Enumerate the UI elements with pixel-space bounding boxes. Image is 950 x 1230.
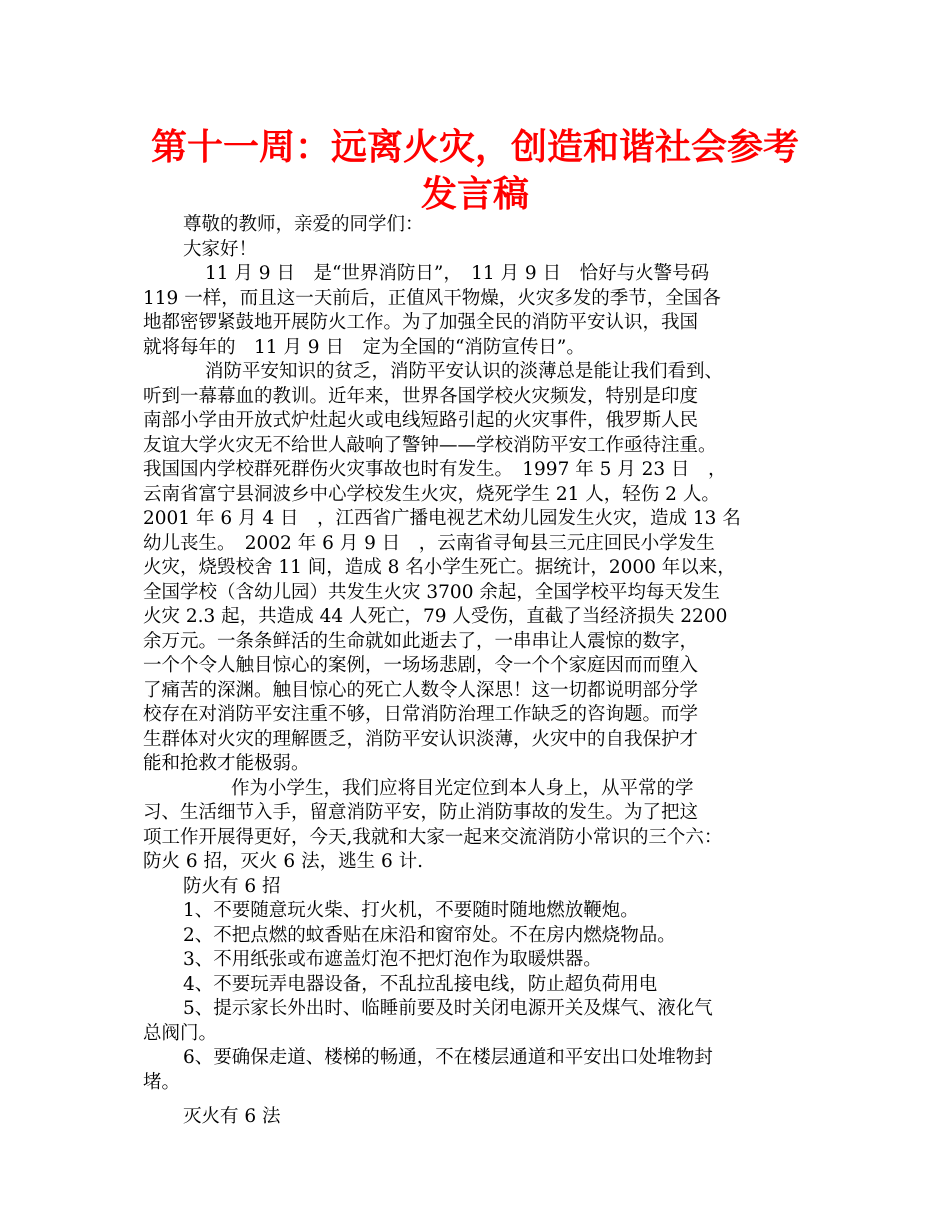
paragraph-line: 幼儿丧生。 2002 年 6 月 9 日 ，云南省寻甸县三元庄回民小学发生: [143, 532, 715, 554]
document-title: [140, 124, 810, 218]
spacer: [143, 1095, 833, 1105]
list-item: 6、要确保走道、楼梯的畅通，不在楼层通道和平安出口处堆物封: [183, 1047, 713, 1068]
document-body: [143, 213, 833, 1130]
paragraph-line: 友谊大学火灾无不给世人敲响了警钟——学校消防平安工作亟待注重。: [143, 434, 717, 456]
paragraph-line: 一个个令人触目惊心的案例，一场场悲剧，令一个个家庭因而而堕入: [143, 655, 699, 676]
title-line-1: 第十一周：远离火灾，创造和谐社会参考: [150, 127, 799, 168]
paragraph-line: 地都密锣紧鼓地开展防火工作。为了加强全民的消防平安认识，我国: [143, 312, 699, 333]
paragraph-line: 全国学校（含幼儿园）共发生火灾 3700 余起，全国学校平均每天发生: [143, 581, 720, 603]
paragraph-line: 防火 6 招，灭火 6 法，逃生 6 计.: [143, 851, 423, 872]
section-heading: 灭火有 6 法: [183, 1106, 281, 1127]
salutation: 尊敬的教师，亲爱的同学们：: [183, 214, 424, 235]
paragraph-line: 消防平安知识的贫乏，消防平安认识的淡薄总是能让我们看到、: [205, 361, 724, 382]
paragraph-line: 校存在对消防平安注重不够，日常消防治理工作缺乏的咨询题。而学: [143, 704, 699, 725]
list-item: 5、提示家长外出时、临睡前要及时关闭电源开关及煤气、液化气: [183, 998, 713, 1019]
section-heading: 防火有 6 招: [183, 875, 281, 897]
list-item-continuation: 堵。: [143, 1071, 181, 1093]
paragraph-line: 习、生活细节入手，留意消防平安，防止消防事故的发生。为了把这: [143, 802, 699, 823]
paragraph-line: 11 月 9 日 是“世界消防日”， 11 月 9 日 恰好与火警号码: [205, 263, 710, 284]
paragraph-line: 南部小学由开放式炉灶起火或电线短路引起的火灾事件，俄罗斯人民: [143, 410, 699, 431]
paragraph-line: 火灾 2.3 起，共造成 44 人死亡，79 人受伤，直截了当经济损失 2200: [143, 606, 728, 627]
list-item: 4、不要玩弄电器设备，不乱拉乱接电线，防止超负荷用电: [183, 973, 658, 995]
paragraph-line: 119 一样，而且这一天前后，正值风干物燥，火灾多发的季节，全国各: [143, 287, 721, 309]
paragraph-line: 了痛苦的深渊。触目惊心的死亡人数令人深思！这一切都说明部分学: [143, 679, 699, 701]
list-item: 3、不用纸张或布遮盖灯泡不把灯泡作为取暖烘器。: [183, 949, 602, 970]
list-item: 1、不要随意玩火柴、打火机，不要随时随地燃放鞭炮。: [183, 900, 639, 921]
list-item: 2、不把点燃的蚊香贴在床沿和窗帘处。不在房内燃烧物品。: [183, 924, 676, 946]
title-line-2: 发言稿: [420, 174, 529, 215]
list-item-continuation: 总阀门。: [143, 1022, 218, 1044]
greeting: 大家好！: [183, 238, 258, 260]
paragraph-line: 作为小学生，我们应将目光定位到本人身上，从平常的学: [231, 777, 694, 799]
paragraph-line: 听到一幕幕血的教训。近年来，世界各国学校火灾频发，特别是印度: [143, 385, 699, 407]
paragraph-line: 余万元。一条条鲜活的生命就如此逝去了，一串串让人震惊的数字，: [143, 630, 699, 652]
paragraph-line: 火灾，烧毁校舍 11 间，造成 8 名小学生死亡。据统计，2000 年以来，: [143, 557, 736, 578]
paragraph-line: 我国国内学校群死群伤火灾事故也时有发生。 1997 年 5 月 23 日 ，: [143, 459, 727, 480]
paragraph-line: 项工作开展得更好，今天,我就和大家一起来交流消防小常识的三个六：: [143, 826, 723, 848]
paragraph-line: 能和抢救才能极弱。: [143, 753, 310, 774]
paragraph-line: 就将每年的 11 月 9 日 定为全国的“消防宣传日”。: [143, 336, 585, 358]
paragraph-line: 云南省富宁县洞波乡中心学校发生火灾，烧死学生 21 人，轻伤 2 人。: [143, 483, 720, 505]
paragraph-line: 生群体对火灾的理解匮乏，消防平安认识淡薄，火灾中的自我保护才: [143, 728, 699, 750]
paragraph-line: 2001 年 6 月 4 日 ，江西省广播电视艺术幼儿园发生火灾，造成 13 名: [143, 508, 741, 529]
